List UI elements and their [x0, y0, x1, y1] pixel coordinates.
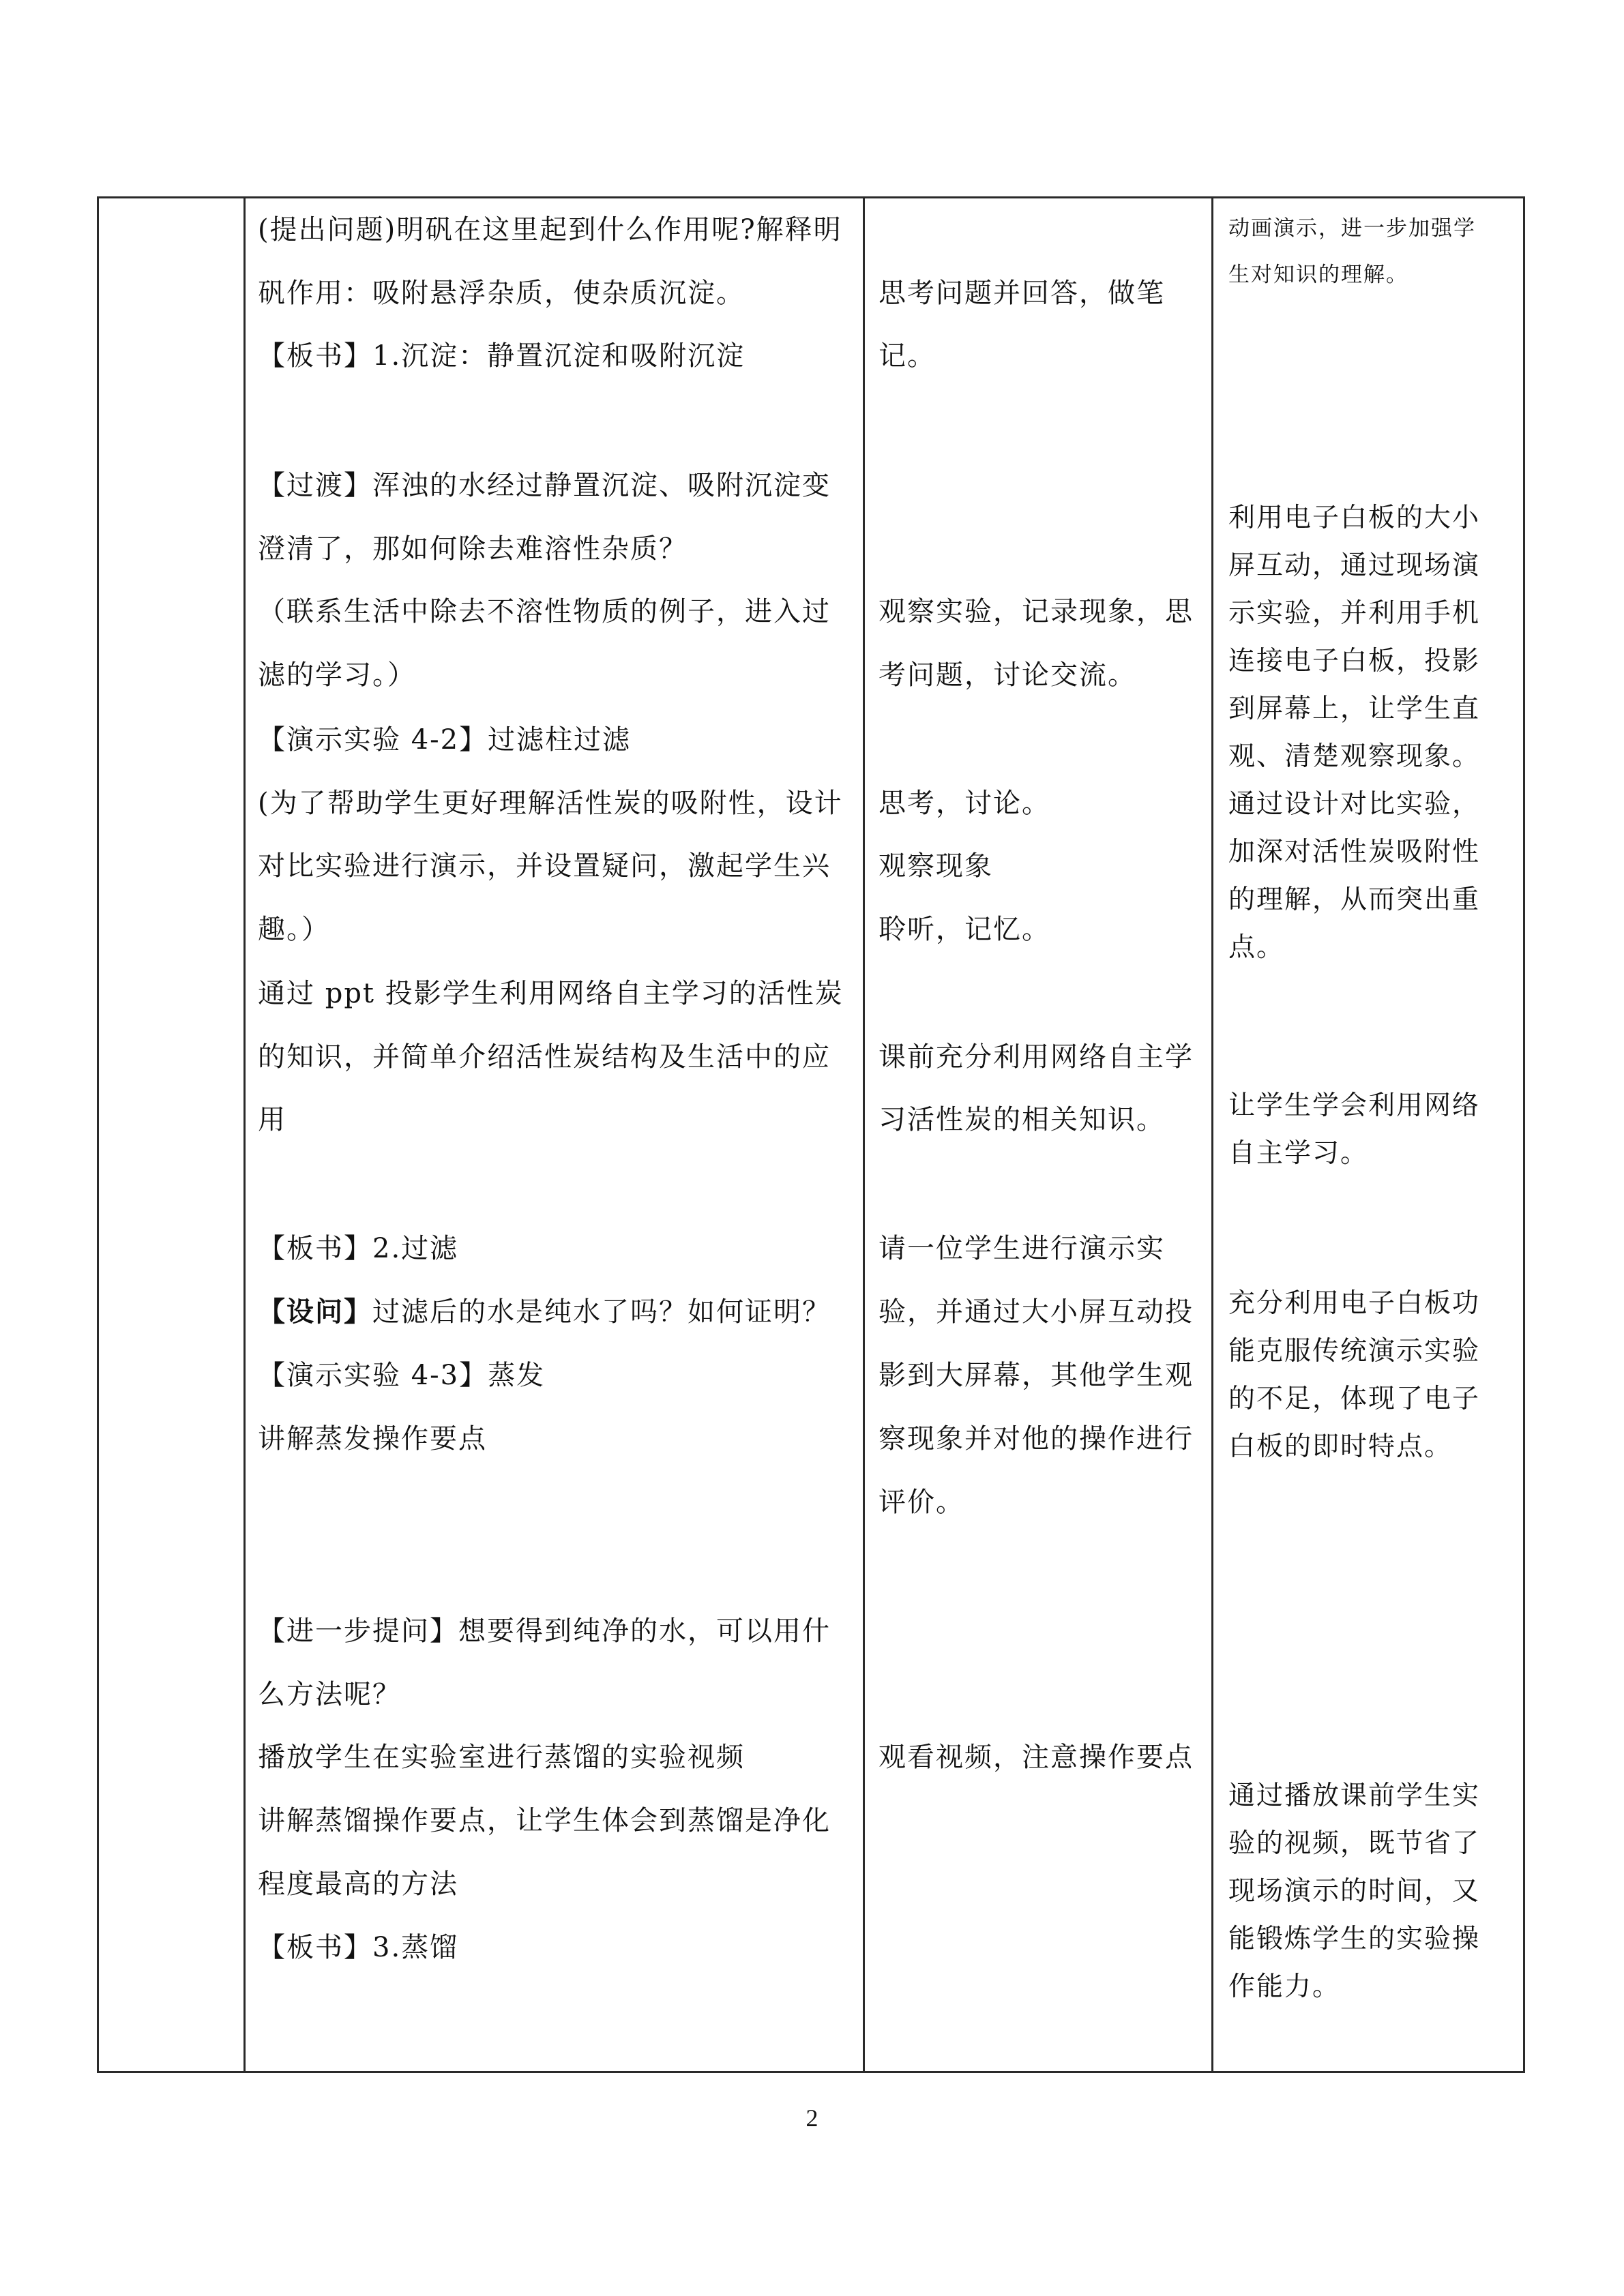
- teacher-line: 用: [258, 1104, 286, 1135]
- intent-line: 通过播放课前学生实: [1228, 1780, 1481, 1811]
- student-line: 观察现象: [879, 850, 993, 882]
- teacher-line: 【演示实验 4-2】过滤柱过滤: [258, 724, 632, 756]
- teacher-line: [258, 1296, 831, 1328]
- teacher-line: 讲解蒸发操作要点: [258, 1423, 487, 1455]
- intent-line: 通过设计对比实验，: [1228, 789, 1481, 820]
- teacher-line: 滤的学习。）: [258, 659, 416, 691]
- student-line: 观察实验，记录现象，思: [879, 596, 1194, 627]
- teacher-line: 播放学生在实验室进行蒸馏的实验视频: [258, 1742, 745, 1773]
- intent-line: 能锻炼学生的实验操: [1228, 1924, 1481, 1954]
- teacher-line: 澄清了，那如何除去难溶性杂质？: [258, 533, 688, 565]
- intent-line: 自主学习。: [1228, 1138, 1369, 1169]
- teacher-line: 【演示实验 4-3】蒸发: [258, 1360, 546, 1391]
- student-line: 请一位学生进行演示实: [879, 1233, 1165, 1264]
- design-intent-column: [1228, 0, 1522, 2296]
- teacher-line: 【板书】3.蒸馏: [258, 1932, 459, 1963]
- intent-line: 的理解，从而突出重: [1228, 884, 1481, 915]
- intent-line: 生对知识的理解。: [1228, 263, 1408, 287]
- intent-line: 白板的即时特点。: [1228, 1431, 1453, 1462]
- student-line: 考问题，讨论交流。: [879, 659, 1136, 691]
- teacher-activity-column: [258, 0, 858, 2296]
- teacher-line: (为了帮助学生更好理解活性炭的吸附性，设计: [258, 788, 843, 819]
- teacher-line: 么方法呢？: [258, 1679, 401, 1710]
- intent-line: 充分利用电子白板功: [1228, 1288, 1481, 1319]
- teacher-line: 讲解蒸馏操作要点，让学生体会到蒸馏是净化: [258, 1805, 831, 1836]
- student-line: 观看视频，注意操作要点: [879, 1742, 1194, 1773]
- student-line: 察现象并对他的操作进行: [879, 1423, 1194, 1455]
- intent-line: 到屏幕上，让学生直: [1228, 694, 1481, 724]
- column-divider-1: [243, 196, 246, 2073]
- student-line: 思考，讨论。: [879, 788, 1050, 819]
- column-divider-2: [863, 196, 865, 2073]
- intent-line: 作能力。: [1228, 1971, 1341, 2002]
- intent-line: 现场演示的时间，又: [1228, 1876, 1481, 1907]
- teacher-line: 程度最高的方法: [258, 1868, 458, 1900]
- student-line: 思考问题并回答，做笔: [879, 278, 1165, 309]
- student-line: 记。: [879, 340, 936, 372]
- intent-line: 加深对活性炭吸附性: [1228, 837, 1481, 867]
- teacher-line: 【板书】2.过滤: [258, 1233, 459, 1264]
- teacher-line: （联系生活中除去不溶性物质的例子，进入过: [258, 596, 831, 627]
- intent-line: 验的视频，既节省了: [1228, 1828, 1481, 1859]
- teacher-line: 矾作用：吸附悬浮杂质，使杂质沉淀。: [258, 278, 745, 309]
- intent-line: 动画演示，进一步加强学: [1228, 216, 1476, 241]
- question-text: 过滤后的水是纯水了吗？如何证明？: [372, 1296, 831, 1328]
- teacher-line: 【进一步提问】想要得到纯净的水，可以用什: [258, 1615, 831, 1647]
- column-divider-3: [1211, 196, 1213, 2073]
- teacher-line: 通过 ppt 投影学生利用网络自主学习的活性炭: [258, 978, 844, 1009]
- teacher-line: 趣。）: [258, 914, 330, 945]
- intent-line: 点。: [1228, 932, 1285, 963]
- intent-line: 连接电子白板，投影: [1228, 646, 1481, 676]
- intent-line: 屏互动，通过现场演: [1228, 550, 1481, 581]
- intent-line: 的不足，体现了电子: [1228, 1384, 1481, 1414]
- teacher-line: 【过渡】浑浊的水经过静置沉淀、吸附沉淀变: [258, 470, 831, 501]
- teacher-line: 【板书】1.沉淀：静置沉淀和吸附沉淀: [258, 340, 745, 372]
- teacher-line: 的知识，并简单介绍活性炭结构及生活中的应: [258, 1041, 831, 1073]
- teacher-line: 对比实验进行演示，并设置疑问，激起学生兴: [258, 850, 831, 882]
- teacher-line: (提出问题)明矾在这里起到什么作用呢?解释明: [258, 214, 842, 245]
- student-line: 课前充分利用网络自主学: [879, 1041, 1194, 1073]
- intent-line: 示实验，并利用手机: [1228, 598, 1481, 629]
- intent-line: 让学生学会利用网络: [1228, 1090, 1481, 1121]
- student-line: 评价。: [879, 1487, 964, 1518]
- question-label: 【设问】: [258, 1296, 372, 1328]
- student-line: 验，并通过大小屏互动投: [879, 1296, 1194, 1328]
- intent-line: 能克服传统演示实验: [1228, 1336, 1481, 1367]
- page-number: 2: [806, 2104, 818, 2132]
- intent-line: 利用电子白板的大小: [1228, 503, 1481, 533]
- student-activity-column: [879, 0, 1206, 2296]
- student-line: 习活性炭的相关知识。: [879, 1104, 1165, 1135]
- intent-line: 观、清楚观察现象。: [1228, 741, 1481, 772]
- student-line: 聆听，记忆。: [879, 914, 1050, 945]
- student-line: 影到大屏幕，其他学生观: [879, 1360, 1194, 1391]
